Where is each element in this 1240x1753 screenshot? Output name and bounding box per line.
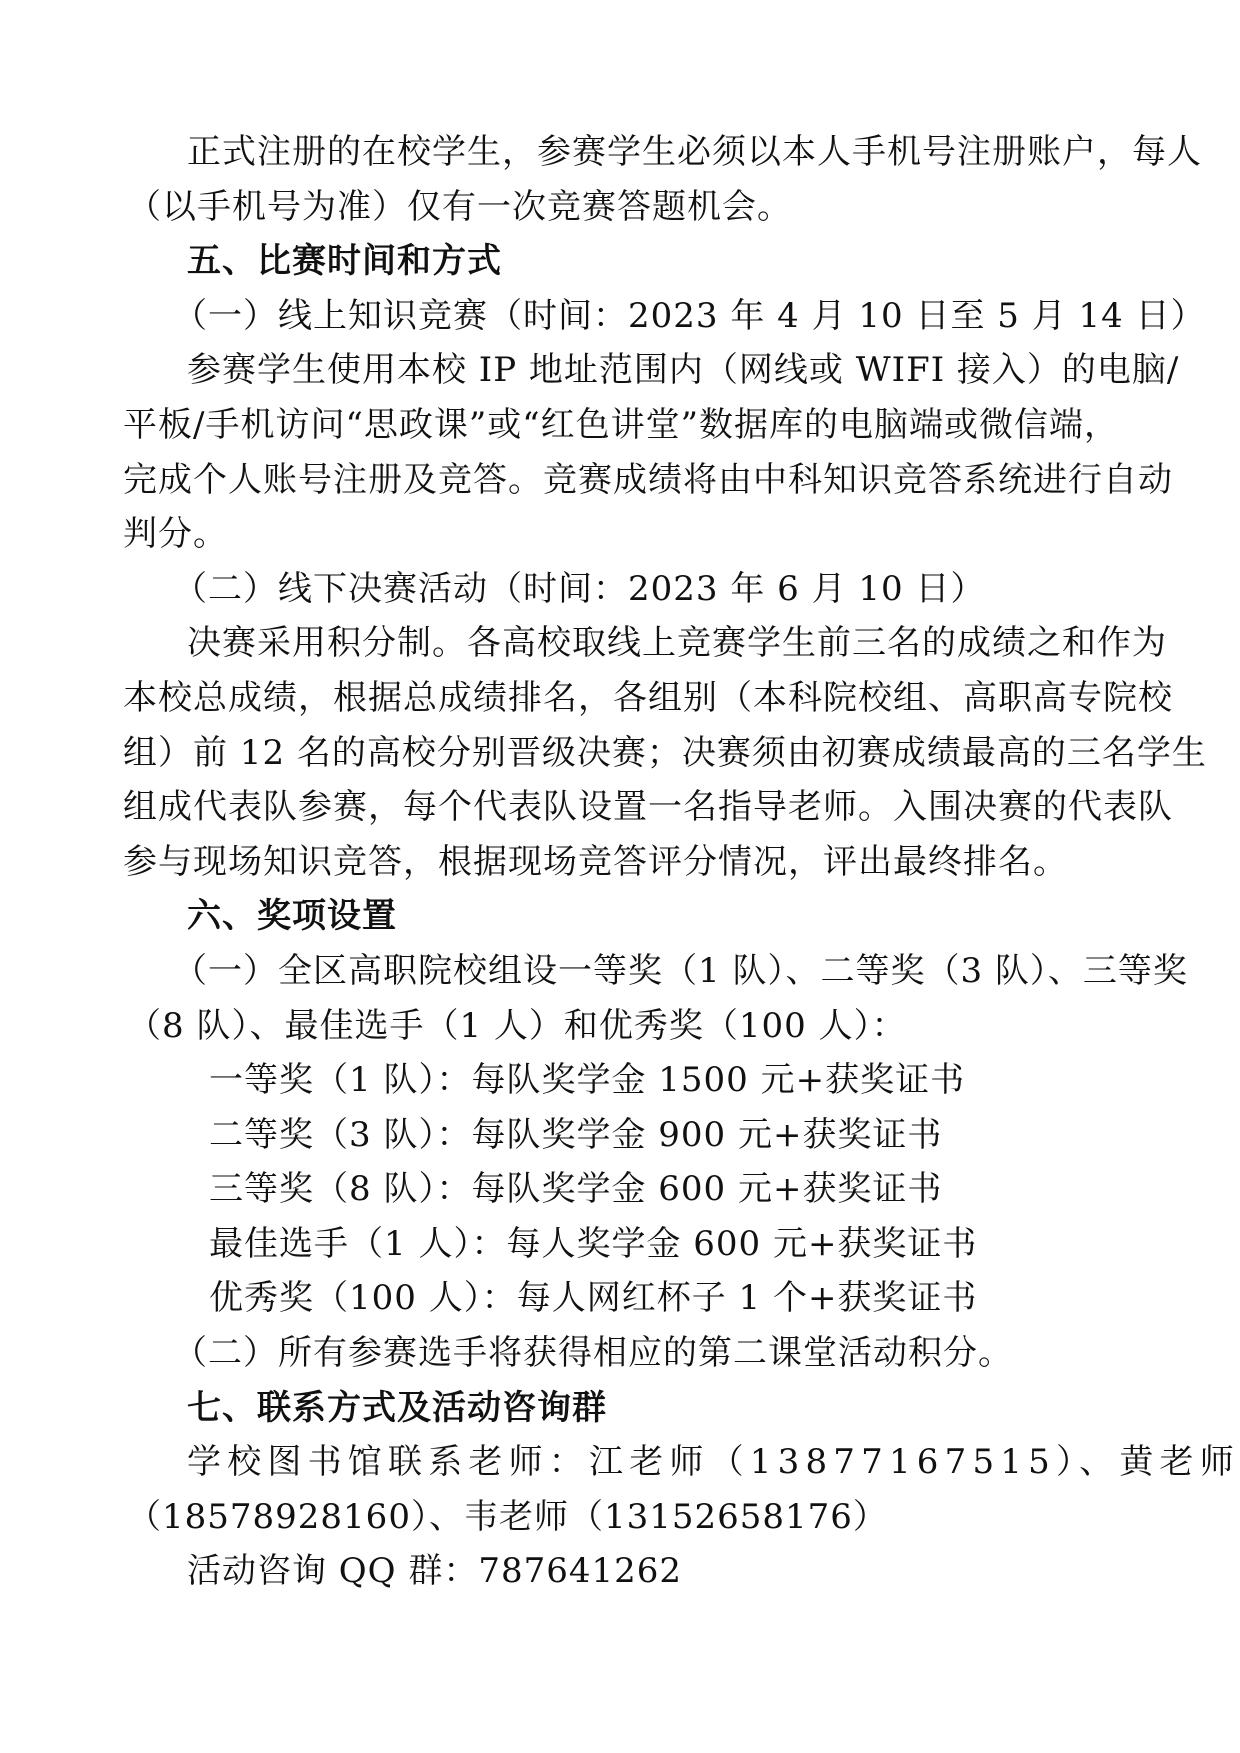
- contact-line: 学校图书馆联系老师：江老师（13877167515）、黄老师: [187, 1442, 1240, 1483]
- paragraph-line: 判分。: [123, 514, 228, 555]
- section-heading-5: 五、比赛时间和方式: [187, 241, 502, 282]
- subsection-heading: （一）线上知识竞赛（时间：2023 年 4 月 10 日至 5 月 14 日）: [173, 295, 1206, 336]
- paragraph-line: （8 队）、最佳选手（1 人）和优秀奖（100 人）：: [127, 1005, 907, 1046]
- paragraph-line: 参赛学生使用本校 IP 地址范围内（网线或 WIFI 接入）的电脑/: [187, 350, 1180, 391]
- paragraph-line: 组成代表队参赛，每个代表队设置一名指导老师。入围决赛的代表队: [123, 787, 1173, 828]
- qq-group-line: 活动咨询 QQ 群：787641262: [187, 1551, 683, 1592]
- paragraph-line: 决赛采用积分制。各高校取线上竞赛学生前三名的成绩之和作为: [187, 623, 1167, 664]
- paragraph-line: 正式注册的在校学生，参赛学生必须以本人手机号注册账户，每人: [187, 132, 1202, 172]
- section-heading-6: 六、奖项设置: [187, 896, 397, 937]
- document-page: [123, 125, 1240, 1599]
- paragraph-line: 完成个人账号注册及竞答。竞赛成绩将由中科知识竞答系统进行自动: [123, 459, 1173, 500]
- paragraph-line: 参与现场知识竞答，根据现场竞答评分情况，评出最终排名。: [123, 841, 1068, 882]
- paragraph-line: （以手机号为准）仅有一次竞赛答题机会。: [127, 186, 792, 227]
- contact-line: （18578928160）、韦老师（13152658176）: [127, 1496, 888, 1537]
- paragraph-line: 本校总成绩，根据总成绩排名，各组别（本科院校组、高职高专院校: [123, 677, 1173, 718]
- paragraph-line: 平板/手机访问“思政课”或“红色讲堂”数据库的电脑端或微信端，: [123, 404, 1119, 445]
- paragraph-line: （一）全区高职院校组设一等奖（1 队）、二等奖（3 队）、三等奖: [173, 950, 1188, 991]
- paragraph-line: 组）前 12 名的高校分别晋级决赛；决赛须由初赛成绩最高的三名学生: [123, 732, 1207, 773]
- award-item: 最佳选手（1 人）：每人奖学金 600 元+获奖证书: [209, 1223, 978, 1264]
- award-item: 一等奖（1 队）：每队奖学金 1500 元+获奖证书: [209, 1060, 966, 1101]
- award-item: 三等奖（8 队）：每队奖学金 600 元+获奖证书: [209, 1169, 943, 1210]
- award-item: 二等奖（3 队）：每队奖学金 900 元+获奖证书: [209, 1114, 943, 1155]
- paragraph-line: （二）所有参赛选手将获得相应的第二课堂活动积分。: [173, 1333, 1013, 1374]
- subsection-heading: （二）线下决赛活动（时间：2023 年 6 月 10 日）: [173, 568, 986, 609]
- award-item: 优秀奖（100 人）：每人网红杯子 1 个+获奖证书: [209, 1278, 978, 1319]
- section-heading-7: 七、联系方式及活动咨询群: [187, 1387, 607, 1428]
